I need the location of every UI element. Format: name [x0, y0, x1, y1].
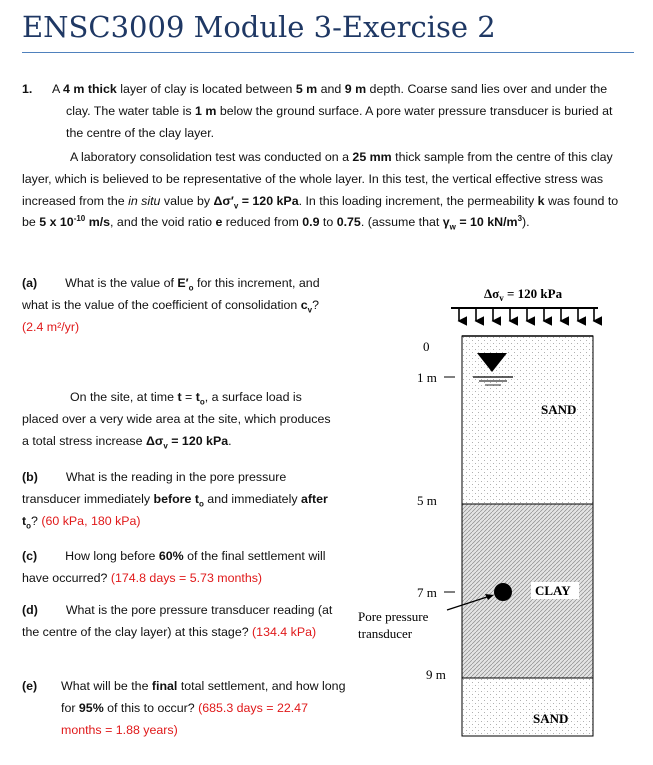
load-arrows [459, 308, 594, 321]
depth-label-7m: 7 m [417, 585, 437, 600]
answer-c: (174.8 days = 5.73 months) [110, 570, 263, 585]
depth-label-5m: 5 m [417, 493, 437, 508]
question-a: (a) What is the value of $E'_o$ for this increment, and what is the value of the coefficient of consolidation $c_v$? (2.4 m²/yr) [22, 276, 320, 334]
answer-a: (2.4 m²/yr) [22, 319, 80, 334]
clay-label: CLAY [535, 583, 571, 598]
answer-b: (60 kPa, 180 kPa) [41, 513, 141, 528]
depth-label-0: 0 [423, 339, 430, 354]
question-e-label: (e) [22, 679, 38, 693]
depth-label-1m: 1 m [417, 370, 437, 385]
sand-label-top: SAND [541, 402, 577, 417]
sand-layer-bottom [462, 678, 593, 736]
sand-layer-top [462, 336, 593, 504]
transducer-label-line1: Pore pressure [358, 609, 429, 624]
answer-d: (134.4 kPa) [252, 624, 317, 639]
load-label: $\Delta\sigma_v = 120$ kPa [484, 286, 563, 303]
q1-paragraph-2: A laboratory consolidation test was conducted on a 25 mm thick sample from the centre of this clay layer, which is believed to be representative of the whole layer. In this test, the vertical effective stress was increased from the in situ value by $\Delta\sigma'_v = 120$ kPa. In this loading increment, the permeability k was found to be 5 x $10^{-10}$ m/s, and the void ratio e reduced from 0.9 to 0.75. (assume that $\gamma_w = 10$ $kN/m^3$). [22, 150, 619, 232]
sand-label-bottom: SAND [533, 711, 569, 726]
question-b: (b) What is the reading in the pore pressure transducer immediately before $t_o$ and immediately after $t_o$? (60 kPa, 180 kPa) [22, 470, 328, 531]
question-d: (d) What is the pore pressure transducer reading (at the centre of the clay layer) at this stage? (134.4 kPa) [22, 603, 333, 639]
question-e: What will be the final total settlement, and how long for 95% of this to occur? (685.3 days = 22.47 months = 1.88 years) [61, 679, 346, 737]
site-loading-paragraph: On the site, at time $t = t_o$, a surface load is placed over a very wide area at the site, which produces a total stress increase $\Delta\sigma_v = 120$ kPa. [22, 390, 331, 451]
question-c: (c) How long before 60% of the final settlement will have occurred? (174.8 days = 5.73 months) [22, 549, 326, 585]
pore-pressure-transducer-icon [494, 583, 512, 601]
transducer-label-line2: transducer [358, 626, 413, 641]
page-title: ENSC3009 Module 3-Exercise 2 [22, 10, 634, 53]
q1-number: 1. [22, 82, 33, 96]
answer-e: (685.3 days = 22.47 months = 1.88 years) [61, 700, 308, 737]
q1-paragraph-1: A 4 m thick layer of clay is located between 5 m and 9 m depth. Coarse sand lies over and under the clay. The water table is 1 m below the ground surface. A pore water pressure transducer is buried at the centre of the clay layer. [52, 82, 613, 140]
depth-label-9m: 9 m [426, 667, 446, 682]
